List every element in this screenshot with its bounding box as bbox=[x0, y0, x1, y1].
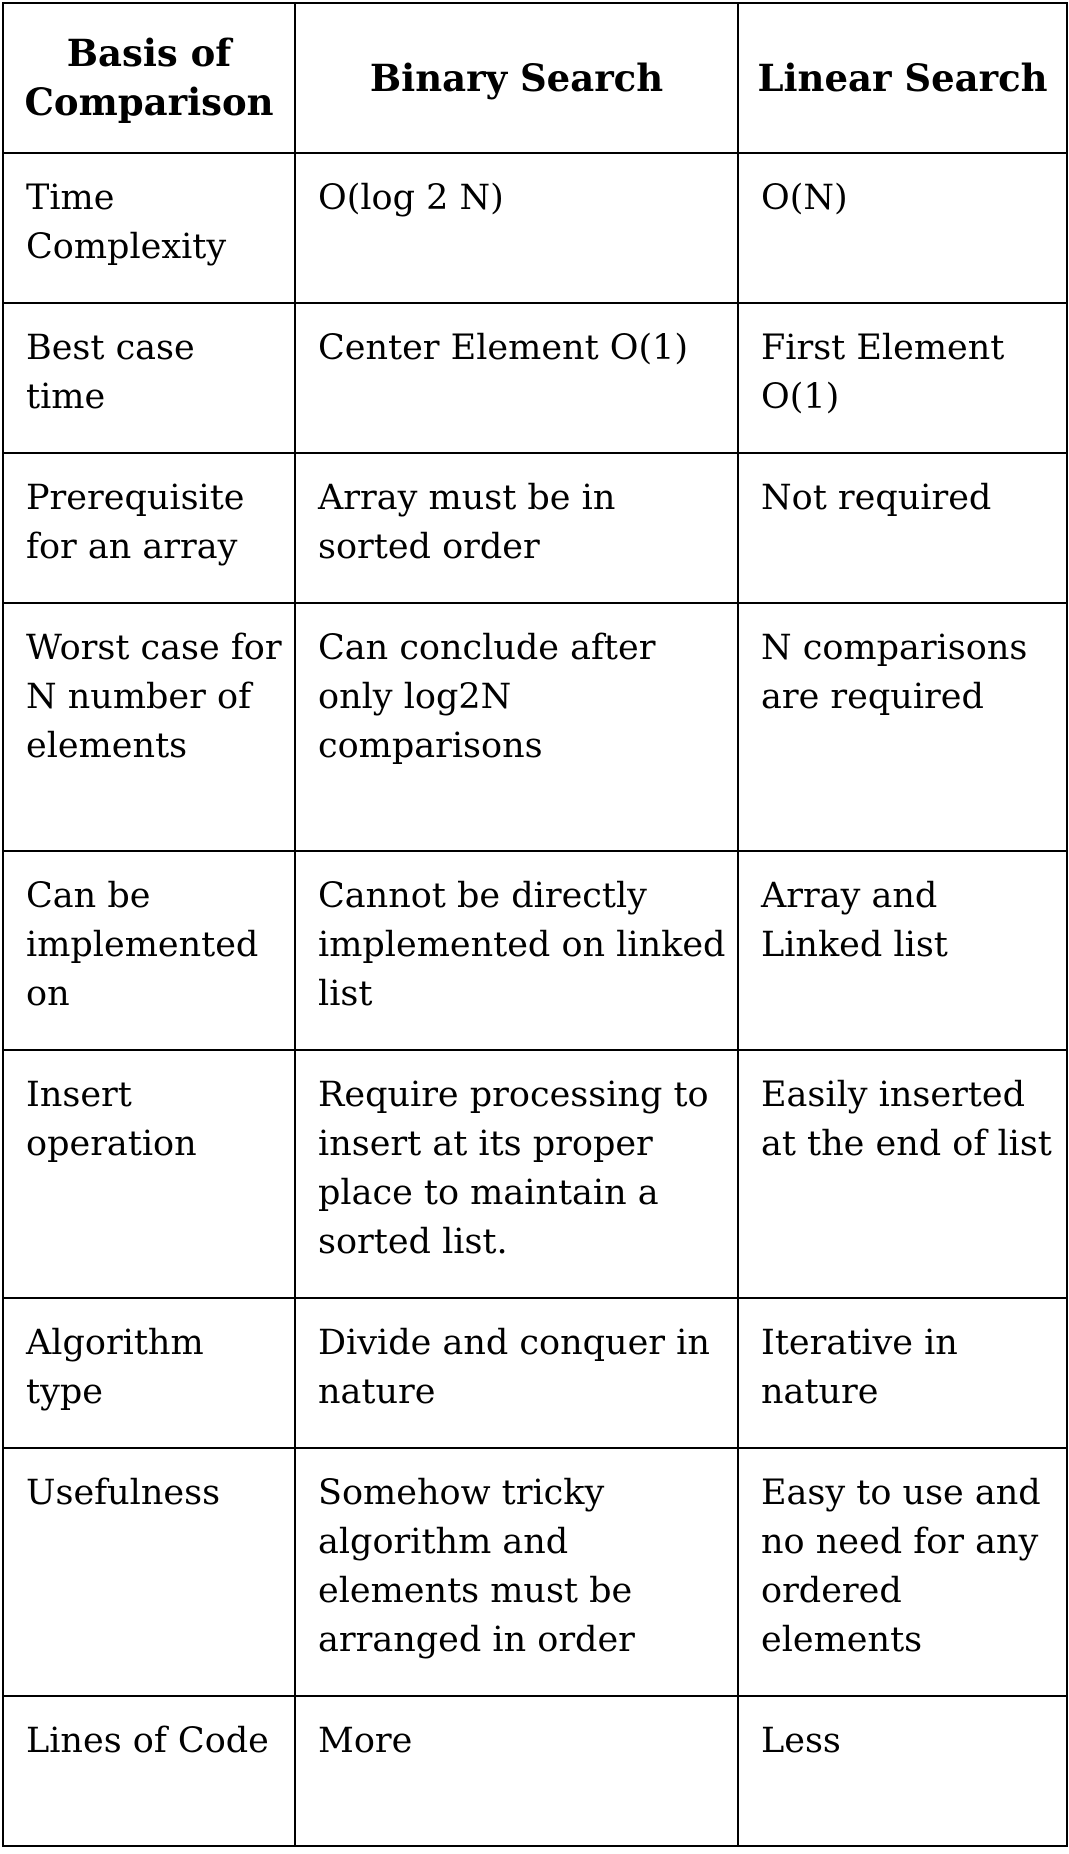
table-row bbox=[3, 1448, 1067, 1696]
linear-cell: Array and Linked list bbox=[738, 851, 1067, 1050]
basis-cell: Usefulness bbox=[3, 1448, 295, 1696]
basis-cell: Worst case for N number of elements bbox=[3, 603, 295, 851]
basis-cell: Time Complexity bbox=[3, 153, 295, 303]
header-binary-search: Binary Search bbox=[295, 3, 738, 153]
linear-cell: N comparisons are required bbox=[738, 603, 1067, 851]
basis-cell: Best case time bbox=[3, 303, 295, 453]
table-row bbox=[3, 303, 1067, 453]
table-row bbox=[3, 153, 1067, 303]
linear-cell: Not required bbox=[738, 453, 1067, 603]
linear-cell: Easy to use and no need for any ordered elements bbox=[738, 1448, 1067, 1696]
binary-cell: Somehow tricky algorithm and elements must be arranged in order bbox=[295, 1448, 738, 1696]
basis-cell: Prerequisite for an array bbox=[3, 453, 295, 603]
basis-cell: Can be implemented on bbox=[3, 851, 295, 1050]
binary-cell: Divide and conquer in nature bbox=[295, 1298, 738, 1448]
linear-cell: Iterative in nature bbox=[738, 1298, 1067, 1448]
table-row bbox=[3, 1298, 1067, 1448]
comparison-table bbox=[2, 2, 1068, 1847]
binary-cell: Require processing to insert at its proper place to maintain a sorted list. bbox=[295, 1050, 738, 1298]
linear-cell: Easily inserted at the end of list bbox=[738, 1050, 1067, 1298]
basis-cell: Algorithm type bbox=[3, 1298, 295, 1448]
binary-cell: More bbox=[295, 1696, 738, 1846]
basis-cell: Lines of Code bbox=[3, 1696, 295, 1846]
linear-cell: O(N) bbox=[738, 153, 1067, 303]
header-linear-search: Linear Search bbox=[738, 3, 1067, 153]
binary-cell: Center Element O(1) bbox=[295, 303, 738, 453]
binary-cell: Array must be in sorted order bbox=[295, 453, 738, 603]
table-row bbox=[3, 851, 1067, 1050]
table-row bbox=[3, 453, 1067, 603]
header-basis: Basis of Comparison bbox=[3, 3, 295, 153]
linear-cell: First Element O(1) bbox=[738, 303, 1067, 453]
binary-cell: Can conclude after only log2N comparisons bbox=[295, 603, 738, 851]
table-row bbox=[3, 1696, 1067, 1846]
binary-cell: O(log 2 N) bbox=[295, 153, 738, 303]
basis-cell: Insert operation bbox=[3, 1050, 295, 1298]
binary-cell: Cannot be directly implemented on linked list bbox=[295, 851, 738, 1050]
linear-cell: Less bbox=[738, 1696, 1067, 1846]
header-row bbox=[3, 3, 1067, 153]
table-row bbox=[3, 1050, 1067, 1298]
table-row bbox=[3, 603, 1067, 851]
